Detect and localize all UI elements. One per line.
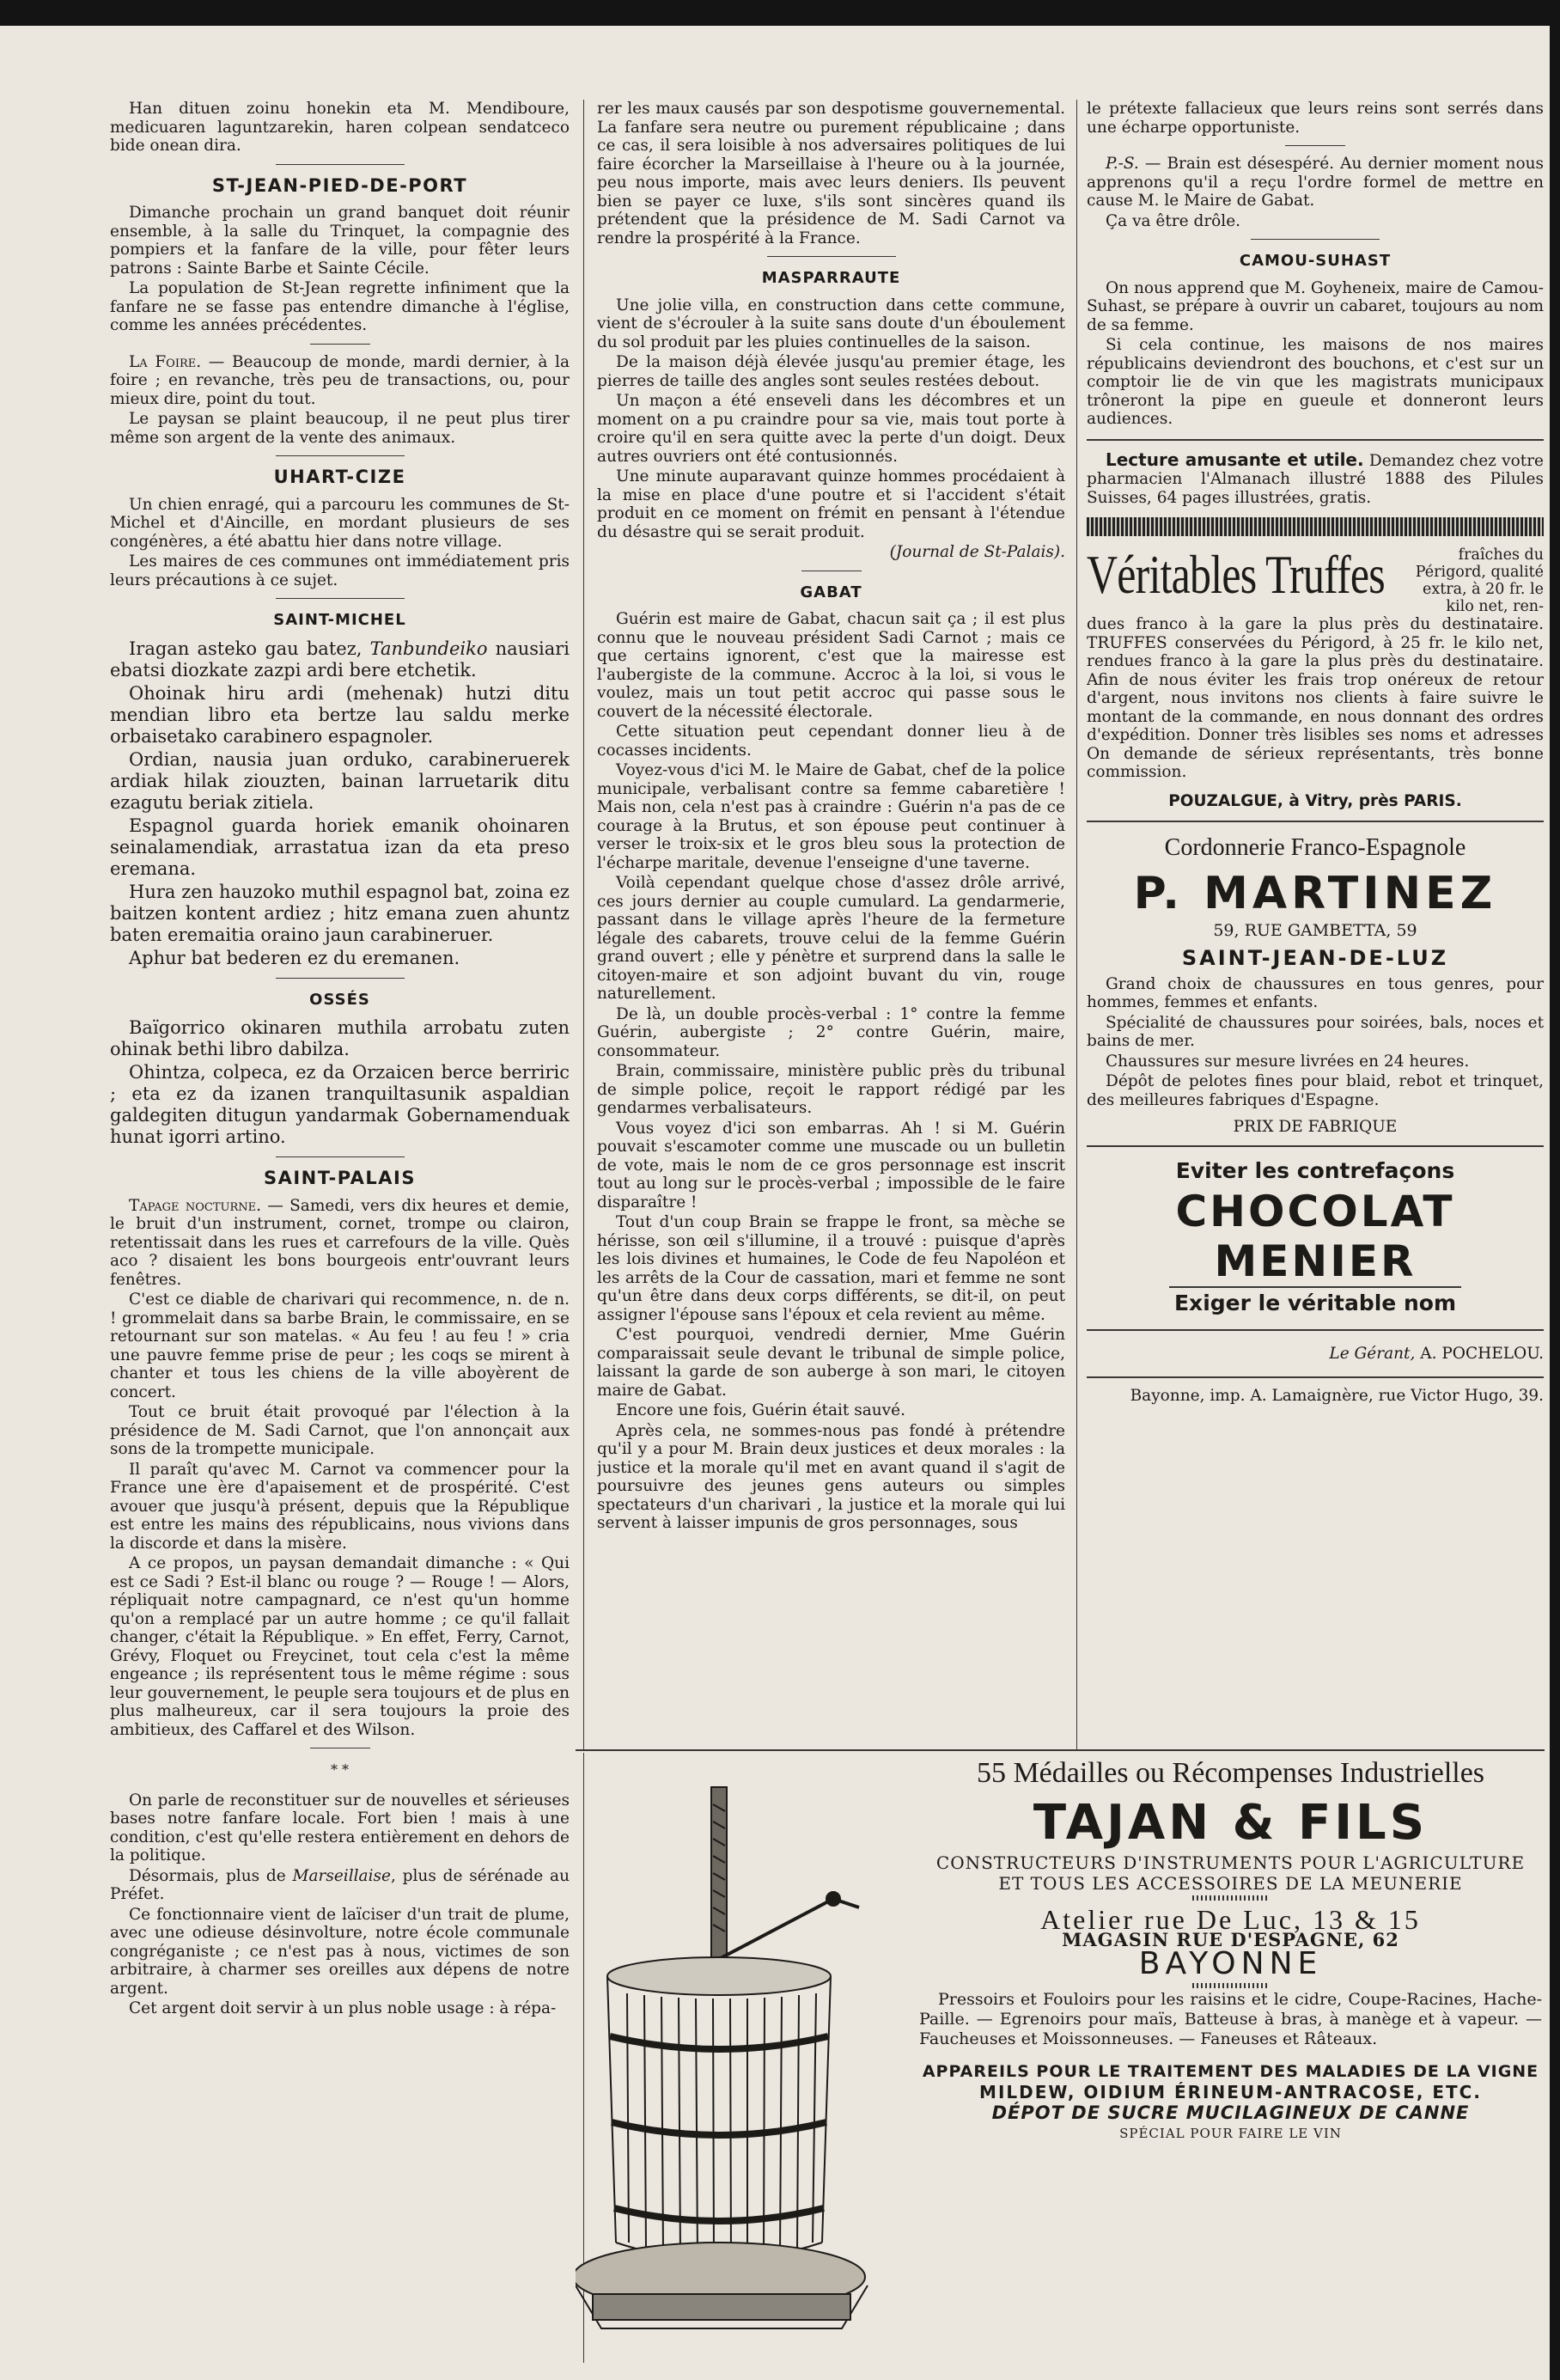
heading-uhart-cize: UHART-CIZE <box>273 467 406 487</box>
divider <box>1087 1329 1544 1331</box>
paragraph: Après cela, ne sommes-nous pas fondé à prétendre qu'il y a pour M. Brain deux justices et deux morales : la justice et la morale qu'il met en avant quand il s'agit de poursuivre des jeunes gens auteurs ou simples spectateurs d'un charivari , la justice et la morale qui lui servent à laisser impunis de gros personnages, sous <box>597 1421 1065 1532</box>
paragraph <box>110 1867 570 1904</box>
heading-saint-michel: SAINT-MICHEL <box>273 611 406 629</box>
ad-tajan-name: TAJAN & FILS <box>1033 1795 1429 1851</box>
lead-in: Tapage nocturne. <box>129 1196 261 1215</box>
ad-cordonnerie-name: P. MARTINEZ <box>1133 868 1497 919</box>
divider <box>1087 821 1544 822</box>
divider <box>1087 1376 1544 1378</box>
ad-almanach-text: Demandez chez votre pharmacien l'Almanach illustré 1888 des Pilules Suisses, 64 pages illustrées, gratis. <box>1087 451 1544 507</box>
paragraph: On nous apprend que M. Goyheneix, maire de Camou-Suhast, se prépare à ouvrir un cabaret, toujours au nom de sa femme. <box>1087 278 1544 334</box>
heading-osses: OSSÉS <box>309 990 370 1009</box>
ad-cordonnerie-title: Cordonnerie Franco-Espagnole <box>1164 834 1466 861</box>
ad-cordonnerie-price: PRIX DE FABRIQUE <box>1233 1118 1398 1136</box>
heading-masparraute: MASPARRAUTE <box>761 269 901 287</box>
paragraph: Cette situation peut cependant donner lieu à de cocasses incidents. <box>597 723 1065 760</box>
heading-camou-suhast: CAMOU-SUHAST <box>1239 252 1392 270</box>
column-3 <box>1087 100 1544 1749</box>
paragraph: Espagnol guarda horiek emanik ohoinaren seinalamendiak, arrastatua izan da eta preso eremana. <box>110 815 570 879</box>
paragraph: Une jolie villa, en construction dans cette commune, vient de s'écrouler à la suite sans doute d'un éboulement du sol produit par les pluies continuelles de la saison. <box>597 296 1065 351</box>
scan-right-border <box>1550 0 1560 2380</box>
gerant-line <box>1087 1345 1544 1364</box>
paragraph: Grand choix de chaussures en tous genres, pour hommes, femmes et enfants. <box>1087 974 1544 1011</box>
ad-chocolat-bottom: Exiger le véritable nom <box>1169 1286 1461 1319</box>
column-rule-2 <box>1076 100 1077 1749</box>
paragraph: Le paysan se plaint beaucoup, il ne peut plus tirer même son argent de la vente des animaux. <box>110 410 570 447</box>
divider <box>276 978 405 979</box>
divider <box>767 256 896 257</box>
paragraph: Tout d'un coup Brain se frappe le front, sa mèche se hérisse, son œil s'illumine, il a trouvé : puisque d'après les lois divines et humaines, le Code de feu Napoléon et les arrêts de la Cour de cassation, mari et femme ne sont qu'un être dans deux corps différents, se dit-il, on peut assigner l'épouse sans l'époux et cela revient au même. <box>597 1213 1065 1324</box>
paragraph: Un chien enragé, qui a parcouru les communes de St-Michel et d'Aincille, en mordant plusieurs de ses congénères, a été abattu hier dans notre village. <box>110 495 570 551</box>
paragraph <box>110 353 570 409</box>
paragraph: Voilà cependant quelque chose d'assez drôle arrivé, ces jours dernier au couple cumulard. La gendarmerie, passant dans le village après l'heure de la fermeture légale des cabarets, trouve celui de la femme Guérin grand ouvert ; elle y pénètre et surprend dans la salle le citoyen-maire et son adjoint buvant du vin, rouge naturellement. <box>597 874 1065 1003</box>
heading-st-jean-pied-de-port: ST-JEAN-PIED-DE-PORT <box>211 174 468 196</box>
paragraph <box>1087 155 1544 211</box>
paragraph: La population de St-Jean regrette infiniment que la fanfare ne se fasse pas entendre dimanche à l'église, comme les années précédentes. <box>110 279 570 334</box>
ad-truffes-address: POUZALGUE, à Vitry, près PARIS. <box>1168 791 1462 810</box>
intro-paragraph: Han dituen zoinu honekin eta M. Mendiboure, medicuaren laguntzarekin, haren colpean sendatceco bide onean dira. <box>110 100 570 155</box>
paragraph: De la maison déjà élevée jusqu'au premier étage, les pierres de taille des angles sont seules restées debout. <box>597 353 1065 390</box>
bottom-ad-rule <box>576 1749 1545 1751</box>
paragraph: De là, un double procès-verbal : 1° contre la femme Guérin, aubergiste ; 2° contre Guérin, maire, consommateur. <box>597 1004 1065 1060</box>
divider <box>310 344 370 345</box>
ad-chocolat-top: Eviter les contrefaçons <box>1175 1157 1455 1183</box>
paragraph <box>110 638 570 681</box>
paragraph: A ce propos, un paysan demandait dimanche : « Qui est ce Sadi ? Est-il blanc ou rouge ? — Rouge ! — Alors, répliquait notre campagnard, ce n'est qu'un homme qu'on a remplacé par un autre homme ; ce qu'il fallait changer, c'était la République. » En effet, Ferry, Carnot, Grévy, Floquet ou Freycinet, tout cela c'est la même engeance ; ils représentent tous le même régime : sous leur gouvernement, le peuple sera toujours et de plus en plus malheureux, car il sera toujours la proie des ambitieux, des Caffarel et des Wilson. <box>110 1554 570 1739</box>
imprint-line: Bayonne, imp. A. Lamaignère, rue Victor Hugo, 39. <box>1130 1387 1544 1405</box>
paragraph: Il paraît qu'avec M. Carnot va commencer pour la France une ère d'apaisement et de prospérité. C'est avouer que jusqu'à présent, depuis que la République est entre les mains des républicains, nous vivions dans la discorde et dans la misère. <box>110 1460 570 1553</box>
paragraph-text: — Beaucoup de monde, mardi dernier, à la foire ; en revanche, très peu de transactions, ou, pour mieux dire, point du tout. <box>110 352 570 408</box>
paragraph: Chaussures sur mesure livrées en 24 heures. <box>1106 1052 1470 1071</box>
ad-tajan-text <box>919 1753 1542 2144</box>
divider <box>1285 145 1345 146</box>
divider <box>276 1156 405 1157</box>
divider <box>1087 1145 1544 1147</box>
paragraph-italic: Tanbundeiko <box>369 638 488 659</box>
paragraph: Ohoinak hiru ardi (mehenak) hutzi ditu mendian libro eta bertze lau saldu merke orbaisetako carabinero espagnoler. <box>110 682 570 747</box>
paragraph-text: , plus de sérénade au Préfet. <box>110 1866 570 1903</box>
paragraph: Dimanche prochain un grand banquet doit réunir ensemble, à la salle du Trinquet, la compagnie des pompiers et la fanfare de la ville, pour fêter leurs patrons : Sainte Barbe et Sainte Cécile. <box>110 204 570 278</box>
paragraph: Une minute auparavant quinze hommes procédaient à la mise en place d'une poutre et si l'accident s'était produit en ce moment on frémit en pensant à l'étendue du désastre qui se serait produit. <box>597 467 1065 541</box>
ad-tajan-special: SPÉCIAL POUR FAIRE LE VIN <box>1119 2126 1342 2141</box>
ad-truffes-title: Véritables Truffes <box>1087 544 1385 605</box>
ad-menier-name: MENIER <box>1214 1236 1417 1286</box>
paragraph: Dépôt de pelotes fines pour blaid, rebot et trinquet, des meilleures fabriques d'Espagne. <box>1087 1072 1544 1109</box>
divider <box>276 598 405 599</box>
gerant-name: A. POCHELOU. <box>1415 1344 1544 1363</box>
paragraph: le prétexte fallacieux que leurs reins sont serrés dans une écharpe opportuniste. <box>1087 100 1544 137</box>
lead-in: La Foire. <box>129 352 202 371</box>
paragraph: Voyez-vous d'ici M. le Maire de Gabat, chef de la police municipale, verbalisant contre sa femme cabaretière ! Mais non, cela n'est pas à craindre : Guérin n'a pas de ce courage à la Brutus, et son épouse peut continuer à verser le troix-six et le gros bleu sous la protection de l'écharpe maritale, devenue l'enseigne d'une taverne. <box>597 761 1065 872</box>
paragraph: Un maçon a été enseveli dans les décombres et un moment on a pu craindre pour sa vie, mais tout porte à croire qu'il en sera quitte avec la perte d'un doigt. Deux autres ouvriers ont été contusionnés. <box>597 392 1065 466</box>
ad-tajan-magasin: MAGASIN RUE D'ESPAGNE, 62 <box>1062 1929 1399 1950</box>
ornament <box>1192 1895 1270 1901</box>
paragraph: Hura zen hauzoko muthil espagnol bat, zoina ez baitzen kontent ardiez ; hitz emana zuen ahuntz baten eremaitia oraino jaun carabineruer. <box>110 881 570 945</box>
ad-truffes-side: fraîches du Périgord, qualité extra, à 20 fr. le kilo net, ren- <box>1415 546 1544 615</box>
paragraph: Encore une fois, Guérin était sauvé. <box>616 1401 905 1419</box>
ad-tajan-fils <box>576 1753 1542 2363</box>
paragraph: Ohintza, colpeca, ez da Orzaicen berce berriric ; eta ez da izanen tranquiltasunik aspaldian galdegiten ditugun yandarmak Gobernamenduak hunat igorri artino. <box>110 1062 570 1147</box>
divider <box>276 164 405 165</box>
paragraph-text: — Brain est désespéré. Au dernier moment nous apprenons qu'il a reçu l'ordre formel de mettre en cause M. le Maire de Gabat. <box>1087 155 1544 210</box>
paragraph: Spécialité de chaussures pour soirées, bals, noces et bains de mer. <box>1087 1013 1544 1050</box>
paragraph-text: Iragan asteko gau batez, <box>129 638 370 659</box>
paragraph-text: nausiari ebatsi diozkate zazpi ardi bere etchetik. <box>110 638 570 680</box>
heading-gabat: GABAT <box>800 583 862 601</box>
hatched-separator <box>1087 517 1544 536</box>
paragraph: Les maires de ces communes ont immédiatement pris leurs précautions à ce sujet. <box>110 552 570 589</box>
source-attribution: (Journal de St-Palais). <box>889 543 1065 561</box>
scan-top-border <box>0 0 1560 26</box>
paragraph: Brain, commissaire, ministère public près du tribunal de simple police, reçoit le rapport rédigé par les gendarmes verbalisateurs. <box>597 1062 1065 1117</box>
ad-cordonnerie-street: 59, RUE GAMBETTA, 59 <box>1213 921 1417 940</box>
asterism: * * <box>330 1761 350 1778</box>
ad-tajan-city: BAYONNE <box>1138 1946 1323 1981</box>
paragraph: Ça va être drôle. <box>1106 211 1241 230</box>
ad-tajan-atelier: Atelier rue De Luc, 13 & 15 <box>1040 1904 1421 1935</box>
paragraph-italic: Marseillaise <box>292 1866 391 1885</box>
ad-chocolat-name: CHOCOLAT <box>1175 1186 1455 1236</box>
ad-tajan-appareils: APPAREILS POUR LE TRAITEMENT DES MALADIES DE LA VIGNE <box>922 2062 1539 2081</box>
paragraph: rer les maux causés par son despotisme gouvernemental. La fanfare sera neutre ou purement républicaine ; dans ce cas, il sera loisible à nos adversaires politiques de lui faire écorcher la Marseillaise à l'heure ou à la journée, peu nous importe, mais avec leurs deniers. Ils peuvent bien se payer ce luxe, s'ils sont sincères quand ils prétendent que la présidence de M. Sadi Carnot va rendre la prospérité à la France. <box>597 100 1065 247</box>
paragraph: Tout ce bruit était provoqué par l'élection à la présidence de M. Sadi Carnot, que l'on annonçait aux sons de la trompette municipale. <box>110 1403 570 1458</box>
ad-almanach-title: Lecture amusante et utile. <box>1106 449 1364 470</box>
column-rule-1 <box>583 100 584 1749</box>
divider <box>1251 239 1380 240</box>
lead-in: P.-S. <box>1106 155 1139 173</box>
ad-tajan-medals: 55 Médailles ou Récompenses Industrielles <box>976 1757 1485 1789</box>
paragraph: Vous voyez d'ici son embarras. Ah ! si M. Guérin pouvait s'escamoter comme une muscade ou un bulletin de vote, mais le nom de ce gros personnage est inscrit tout au long sur le procès-verbal ; impossible de le faire disparaître ! <box>597 1119 1065 1211</box>
divider <box>276 455 405 456</box>
ad-tajan-depot: DÉPOT DE SUCRE MUCILAGINEUX DE CANNE <box>991 2102 1470 2123</box>
gerant-label: Le Gérant, <box>1329 1344 1416 1363</box>
paragraph: Si cela continue, les maisons de nos maires républicains deviendront des bouchons, et c'est sur un comptoir lie de vin que les magistrats municipaux trôneront la pipe en gueule et donneront leurs audiences. <box>1087 336 1544 428</box>
paragraph: Aphur bat bederen ez du eremanen. <box>129 947 460 968</box>
ornament <box>1192 1983 1270 1988</box>
column-1 <box>110 100 570 2364</box>
ad-almanach <box>1087 451 1544 508</box>
paragraph: C'est ce diable de charivari qui recommence, n. de n. ! grommelait dans sa barbe Brain, le commissaire, en se retournant sur son matelas. « Au feu ! au feu ! » cria une pauvre femme prise de peur ; les coqs se mirent à chanter et tous les chiens de la ville aboyèrent de concert. <box>110 1291 570 1401</box>
ad-tajan-description: Pressoirs et Fouloirs pour les raisins et le cidre, Coupe-Racines, Hache-Paille. — Egrenoirs pour maïs, Batteuse à bras, à manège et à vapeur. — Faucheuses et Moissonneuses. — Faneuses et Râteaux. <box>919 1990 1542 2048</box>
paragraph: C'est pourquoi, vendredi dernier, Mme Guérin comparaissait seule devant le tribunal de simple police, laissant la garde de son auberge à son mari, le citoyen maire de Gabat. <box>597 1326 1065 1400</box>
paragraph <box>110 1197 570 1290</box>
paragraph-text: — Samedi, vers dix heures et demie, le bruit d'un instrument, cornet, trompe ou clairon, retentissait dans les rues et carrefours de la ville. Quès aco ? disaient les bons bourgeois entr'ouvrant leurs fenêtres. <box>110 1196 570 1289</box>
paragraph: Ordian, nausia juan orduko, carabineruerek ardiak hilak ziouzten, bainan larruetarik ditu ezagutu beriak zitiela. <box>110 748 570 813</box>
divider <box>1087 439 1544 441</box>
ad-truffes <box>1087 546 1544 615</box>
ad-truffes-text: dues franco à la gare la plus près du destinataire. TRUFFES conservées du Périgord, à 25 fr. le kilo net, rendues franco à la gare la plus près du destinataire. Afin de nous éviter les frais trop onéreux de retour d'argent, nous invitons nos clients à faire suivre le montant de la commande, en nous donnant des ordres d'expédition. Donner très lisibles ses noms et adresses On demande de sérieux représentants, très bonne commission. <box>1087 615 1544 781</box>
paragraph: On parle de reconstituer sur de nouvelles et sérieuses bases notre fanfare locale. Fort bien ! mais à une condition, c'est qu'elle restera entièrement en dehors de la politique. <box>110 1791 570 1864</box>
paragraph-text: Désormais, plus de <box>129 1866 293 1885</box>
wine-press-illustration <box>576 1779 902 2346</box>
column-2 <box>597 100 1065 1749</box>
ad-cordonnerie-city: SAINT-JEAN-DE-LUZ <box>1181 945 1449 970</box>
ad-chocolat-menier <box>1087 1156 1544 1319</box>
paragraph: Cet argent doit servir à un plus noble usage : à répa- <box>129 1999 557 2017</box>
paragraph: Baïgorrico okinaren muthila arrobatu zuten ohinak bethi libro dabilza. <box>110 1017 570 1059</box>
ad-cordonnerie <box>1087 831 1544 975</box>
ad-tajan-line1: CONSTRUCTEURS D'INSTRUMENTS POUR L'AGRICULTURE <box>935 1852 1526 1873</box>
heading-saint-palais: SAINT-PALAIS <box>263 1168 416 1188</box>
paragraph: Ce fonctionnaire vient de laïciser d'un trait de plume, avec une odieuse désinvolture, notre école communale congréganiste ; ce n'est pas à nous, victimes de son arbitraire, à charmer ses oreilles aux dépens de notre argent. <box>110 1905 570 1998</box>
ad-tajan-line2: ET TOUS LES ACCESSOIRES DE LA MEUNERIE <box>998 1873 1463 1894</box>
ad-tajan-mildew: MILDEW, OIDIUM ÉRINEUM-ANTRACOSE, ETC. <box>979 2082 1482 2102</box>
paragraph: Guérin est maire de Gabat, chacun sait ça ; il est plus connu que le nouveau président Sadi Carnot ; mais ce que certains ignorent, c'est que la mairesse est l'aubergiste de la commune. Accroc à la loi, si vous le voulez, mais un tout petit accroc qui passe sous le couvert de la nécessité électorale. <box>597 610 1065 721</box>
